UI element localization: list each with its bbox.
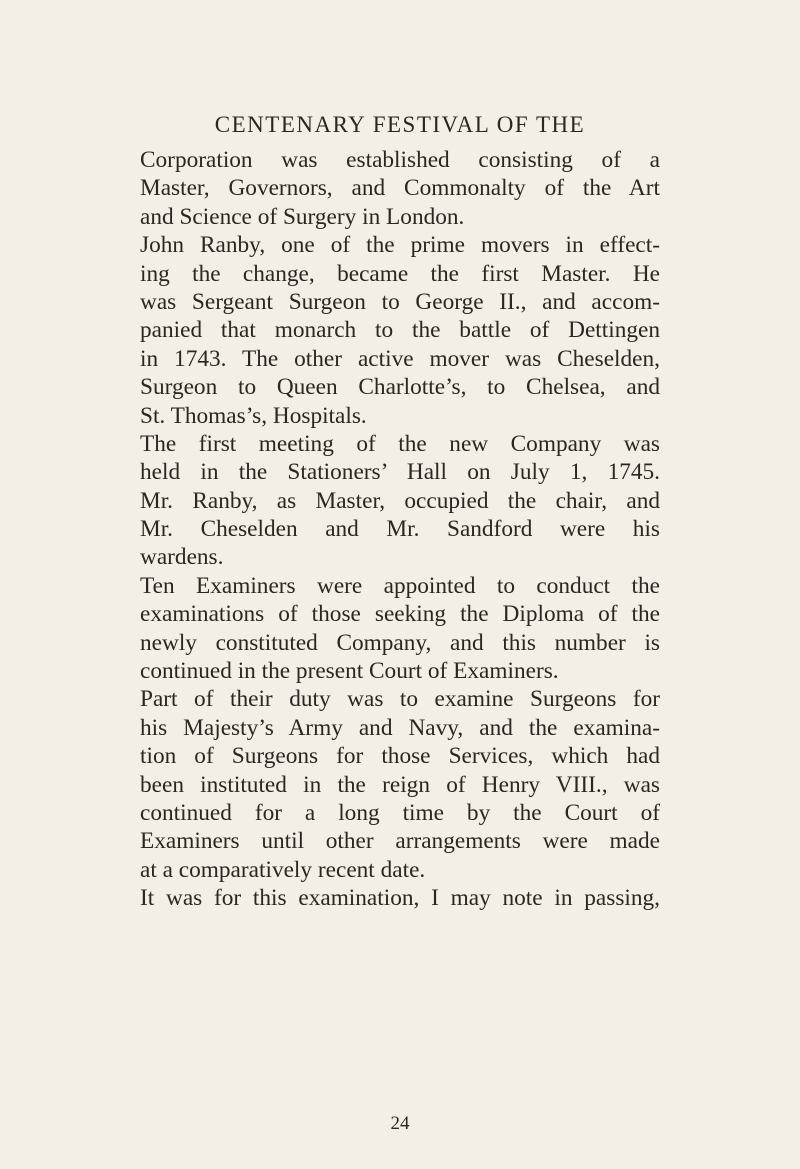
text-line: in 1743. The other active mover was Cheselden, [140, 345, 660, 372]
text-line: Corporation was established consisting of a [140, 147, 660, 173]
text-line: examinations of those seeking the Diploma of the [140, 601, 660, 628]
text-line: St. Thomas’s, Hospitals. [140, 402, 367, 429]
text-line: John Ranby, one of the prime movers in effect- [140, 232, 660, 259]
text-line: Mr. Ranby, as Master, occupied the chair, and [140, 487, 660, 514]
body-text [140, 146, 660, 913]
text-line: panied that monarch to the battle of Dettingen [140, 317, 660, 344]
text-line: tion of Surgeons for those Services, which had [140, 743, 660, 770]
text-line: Master, Governors, and Commonalty of the Art [140, 175, 660, 202]
text-line: held in the Stationers’ Hall on July 1, 1745. [140, 459, 660, 486]
text-line: been instituted in the reign of Henry VIII., was [140, 771, 660, 798]
text-line: The first meeting of the new Company was [140, 430, 660, 457]
text-line: newly constituted Company, and this number is [140, 629, 660, 656]
text-line: Surgeon to Queen Charlotte’s, to Chelsea, and [140, 374, 660, 401]
text-line: ing the change, became the first Master. He [140, 260, 660, 287]
text-line: Mr. Cheselden and Mr. Sandford were his [140, 516, 660, 543]
page-number: 24 [390, 1113, 410, 1134]
text-line: was Sergeant Surgeon to George II., and accom- [140, 288, 660, 315]
text-line: at a comparatively recent date. [140, 856, 426, 883]
text-line: and Science of Surgery in London. [140, 203, 465, 230]
text-line: his Majesty’s Army and Navy, and the examina- [140, 714, 660, 741]
text-line: It was for this examination, I may note in passing, [140, 885, 660, 912]
text-line: continued in the present Court of Examiners. [140, 658, 559, 685]
text-line: Examiners until other arrangements were made [140, 828, 660, 855]
running-head: CENTENARY FESTIVAL OF THE [214, 112, 586, 137]
text-line: Ten Examiners were appointed to conduct the [140, 572, 660, 599]
text-line: wardens. [140, 544, 224, 571]
text-line: continued for a long time by the Court of [140, 799, 660, 826]
text-line: Part of their duty was to examine Surgeons for [140, 686, 660, 713]
